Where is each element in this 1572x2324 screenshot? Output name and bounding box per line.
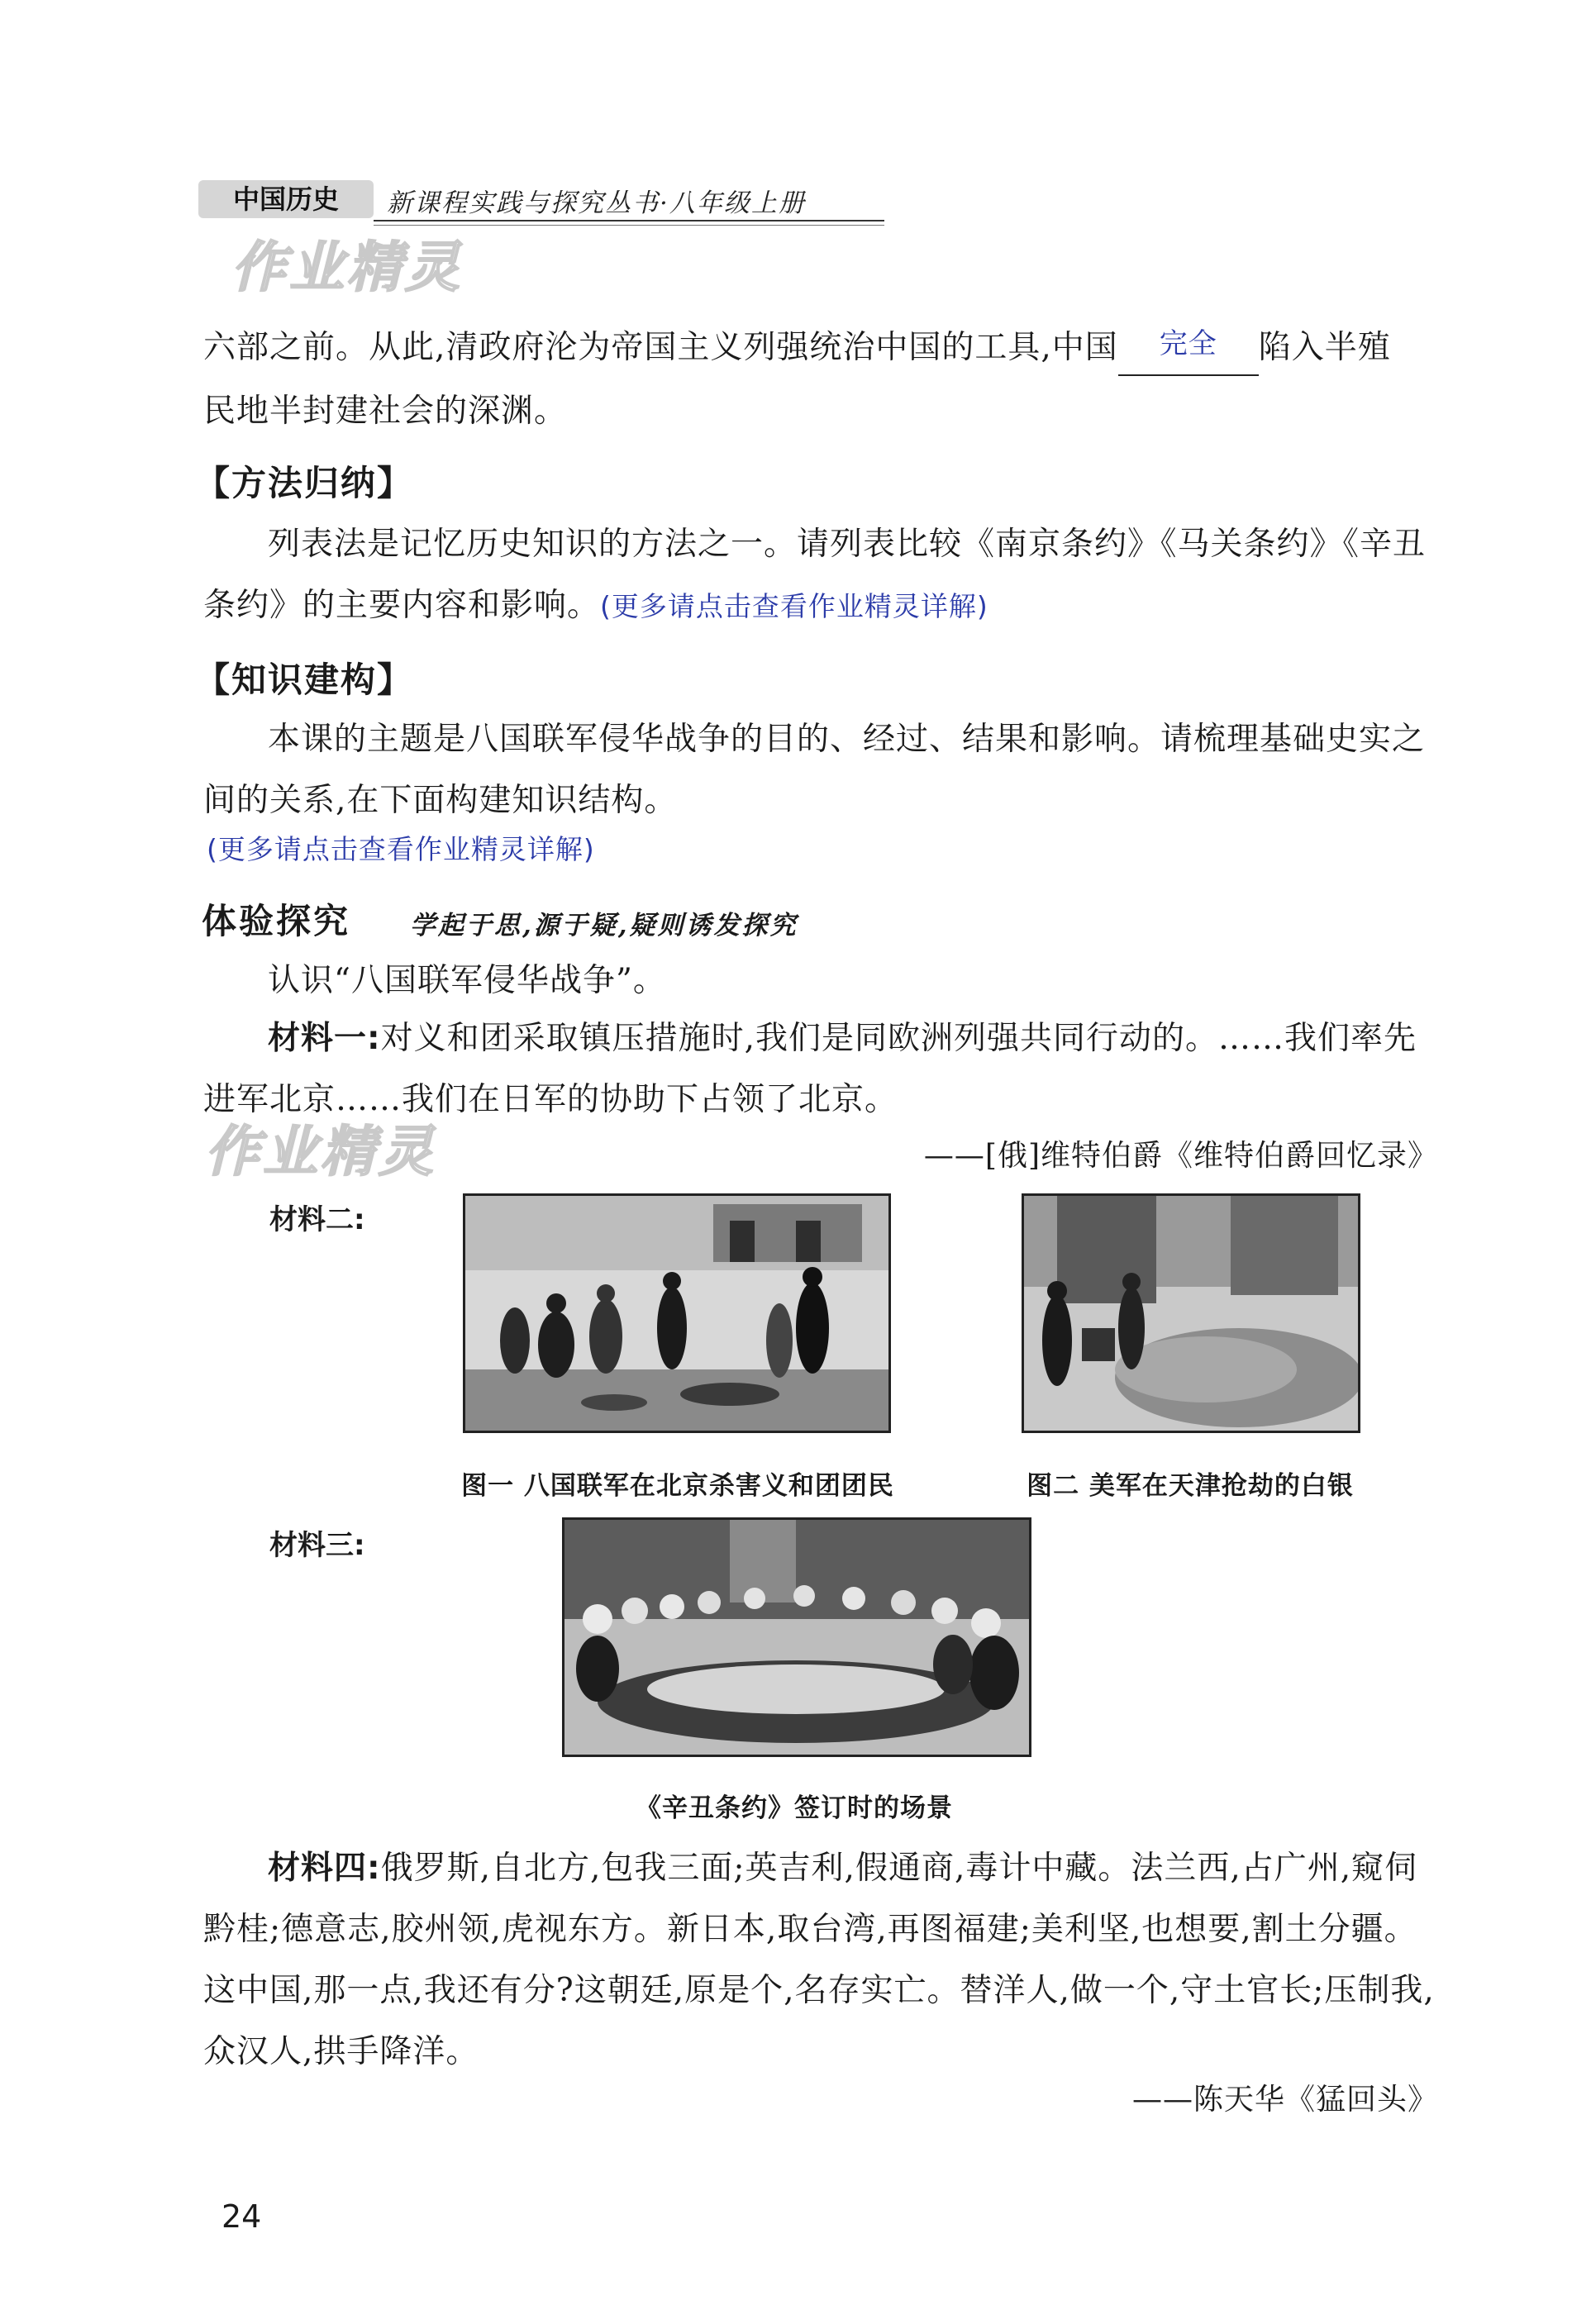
- material4-paragraph: [203, 1838, 1441, 2083]
- photo-caption-3: 《辛丑条约》签订时的场景: [636, 1793, 953, 1823]
- watermark-top: 作业精灵: [231, 236, 463, 299]
- header-rule: [374, 220, 884, 221]
- photo-caption-2: 图二 美军在天津抢劫的白银: [1027, 1471, 1354, 1501]
- knowledge-heading: 【知识建构】: [195, 660, 414, 700]
- explore-heading: 体验探究: [202, 901, 351, 941]
- material4-label: 材料四:: [268, 1850, 381, 1887]
- intro-paragraph: [203, 317, 1441, 442]
- knowledge-detail-link[interactable]: (更多请点击查看作业精灵详解): [207, 833, 595, 865]
- series-title: 新课程实践与探究丛书·八年级上册: [387, 188, 806, 218]
- watermark-middle: 作业精灵: [205, 1120, 436, 1183]
- material4-source: ——陈天华《猛回头》: [1131, 2083, 1438, 2117]
- explore-subheading: 学起于思,源于疑,疑则诱发探究: [410, 911, 798, 941]
- material1-source: ——[俄]维特伯爵《维特伯爵回忆录》: [923, 1139, 1438, 1173]
- intro-text-2: 陷入半殖: [1258, 329, 1391, 366]
- page-header: [198, 174, 893, 225]
- page-number: 24: [222, 2198, 262, 2235]
- photo-boxer-execution: [463, 1193, 891, 1433]
- method-heading: 【方法归纳】: [195, 463, 414, 503]
- method-detail-link[interactable]: (更多请点击查看作业精灵详解): [600, 590, 988, 622]
- intro-text-1: 六部之前。从此,清政府沦为帝国主义列强统治中国的工具,中国: [203, 329, 1118, 366]
- material1-text: 对义和团采取镇压措施时,我们是同欧洲列强共同行动的。……我们率先进军北京……我们在日军的协助下占领了北京。: [203, 1020, 1417, 1118]
- photo-treaty-signing: [562, 1517, 1031, 1757]
- material1-label: 材料一:: [268, 1020, 381, 1057]
- material4-text: 俄罗斯,自北方,包我三面;英吉利,假通商,毒计中藏。法兰西,占广州,窥伺黔桂;德意志,胶州领,虎视东方。新日本,取台湾,再图福建;美利坚,也想要,割土分疆。这中国,那一点,我还有分?这朝廷,原是个,名存实亡。替洋人,做一个,守土官长;压制我,众汉人,拱手降洋。: [203, 1850, 1435, 2070]
- photo-caption-1: 图一 八国联军在北京杀害义和团团民: [461, 1471, 894, 1501]
- method-text: 列表法是记忆历史知识的方法之一。请列表比较《南京条约》《马关条约》《辛丑条约》的主要内容和影响。: [203, 526, 1427, 624]
- explore-intro: 认识“八国联军侵华战争”。: [268, 962, 666, 999]
- photo-looted-silver: [1022, 1193, 1360, 1433]
- intro-text-3: 民地半封建社会的深渊。: [203, 393, 568, 430]
- answer-blank: 完全: [1118, 313, 1259, 376]
- material3-label: 材料三:: [269, 1529, 365, 1562]
- method-paragraph: [203, 514, 1441, 637]
- material2-label: 材料二:: [269, 1203, 365, 1236]
- subject-tab: 中国历史: [198, 180, 374, 218]
- knowledge-paragraph: 本课的主题是八国联军侵华战争的目的、经过、结果和影响。请梳理基础史实之间的关系,在下面构建知识结构。: [203, 721, 1426, 819]
